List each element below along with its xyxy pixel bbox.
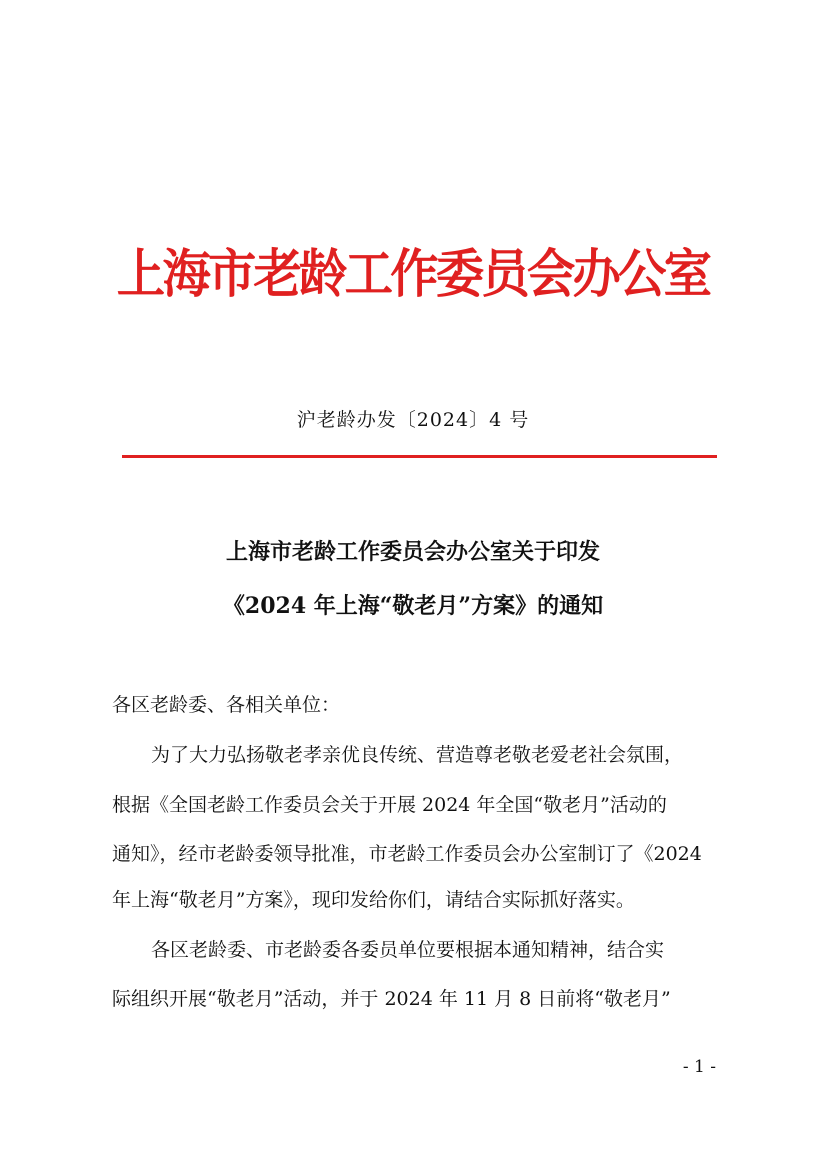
salutation: 各区老龄委、各相关单位：: [112, 694, 341, 716]
document-title-line-2: 《2024 年上海“敬老月”方案》的通知: [222, 593, 604, 619]
document-number: 沪老龄办发〔2024〕4 号: [296, 409, 530, 431]
paragraph1-line: 为了大力弘扬敬老孝亲优良传统、营造尊老敬老爱老社会氛围，: [151, 744, 684, 766]
paragraph2-line: 际组织开展“敬老月”活动，并于 2024 年 11 月 8 日前将“敬老月”: [112, 988, 671, 1010]
paragraph1-line: 通知》，经市老龄委领导批准，市老龄工作委员会办公室制订了《2024: [112, 843, 702, 865]
paragraph1-line: 年上海“敬老月”方案》，现印发给你们，请结合实际抓好落实。: [112, 889, 635, 911]
paragraph1-line: 根据《全国老龄工作委员会关于开展 2024 年全国“敬老月”活动的: [112, 794, 667, 816]
org-letterhead: 上海市老龄工作委员会办公室: [116, 244, 710, 305]
red-separator-line: [122, 455, 717, 458]
page-number: - 1 -: [682, 1057, 716, 1077]
document-title-line-1: 上海市老龄工作委员会办公室关于印发: [225, 539, 600, 565]
paragraph2-line: 各区老龄委、市老龄委各委员单位要根据本通知精神，结合实: [151, 939, 665, 961]
